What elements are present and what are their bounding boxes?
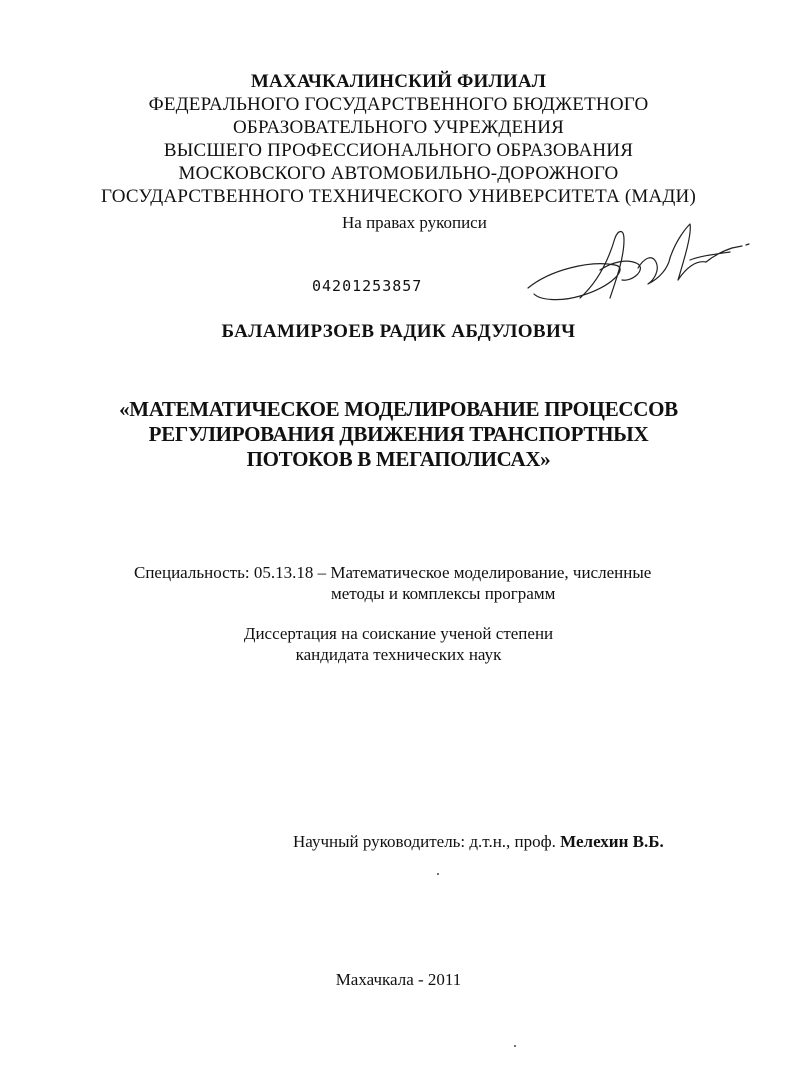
thesis-line-1: Диссертация на соискание ученой степени [243, 624, 554, 643]
handwritten-signature [520, 210, 750, 315]
scan-speck [514, 1045, 516, 1047]
registration-number: 04201253857 [312, 277, 423, 295]
thesis-line-2: кандидата технических наук [295, 645, 502, 664]
dissertation-title-line-1: «МАТЕМАТИЧЕСКОЕ МОДЕЛИРОВАНИЕ ПРОЦЕССОВ [119, 397, 678, 421]
scan-speck [437, 873, 439, 875]
city-year: Махачкала - 2011 [335, 970, 462, 989]
institution-line-3: ОБРАЗОВАТЕЛЬНОГО УЧРЕЖДЕНИЯ [232, 117, 565, 138]
manuscript-note: На правах рукописи [342, 213, 487, 232]
institution-line-5: МОСКОВСКОГО АВТОМОБИЛЬНО-ДОРОЖНОГО [178, 163, 619, 184]
supervisor [293, 832, 664, 852]
institution-line-6: ГОСУДАРСТВЕННОГО ТЕХНИЧЕСКОГО УНИВЕРСИТЕТА (МАДИ) [101, 186, 696, 207]
supervisor-name: Мелехин В.Б. [560, 832, 664, 851]
supervisor-prefix: Научный руководитель: д.т.н., проф. [293, 832, 561, 851]
institution-line-2: ФЕДЕРАЛЬНОГО ГОСУДАРСТВЕННОГО БЮДЖЕТНОГО [148, 94, 649, 115]
institution-line-1: МАХАЧКАЛИНСКИЙ ФИЛИАЛ [250, 71, 547, 92]
institution-line-4: ВЫСШЕГО ПРОФЕССИОНАЛЬНОГО ОБРАЗОВАНИЯ [163, 140, 634, 161]
specialty-line-1: Специальность: 05.13.18 – Математическое моделирование, численные [134, 563, 652, 582]
dissertation-title-line-3: ПОТОКОВ В МЕГАПОЛИСАХ» [246, 447, 551, 471]
author-name: БАЛАМИРЗОЕВ РАДИК АБДУЛОВИЧ [221, 321, 576, 342]
dissertation-title-line-2: РЕГУЛИРОВАНИЯ ДВИЖЕНИЯ ТРАНСПОРТНЫХ [148, 422, 649, 446]
specialty-line-2: методы и комплексы программ [331, 584, 556, 603]
